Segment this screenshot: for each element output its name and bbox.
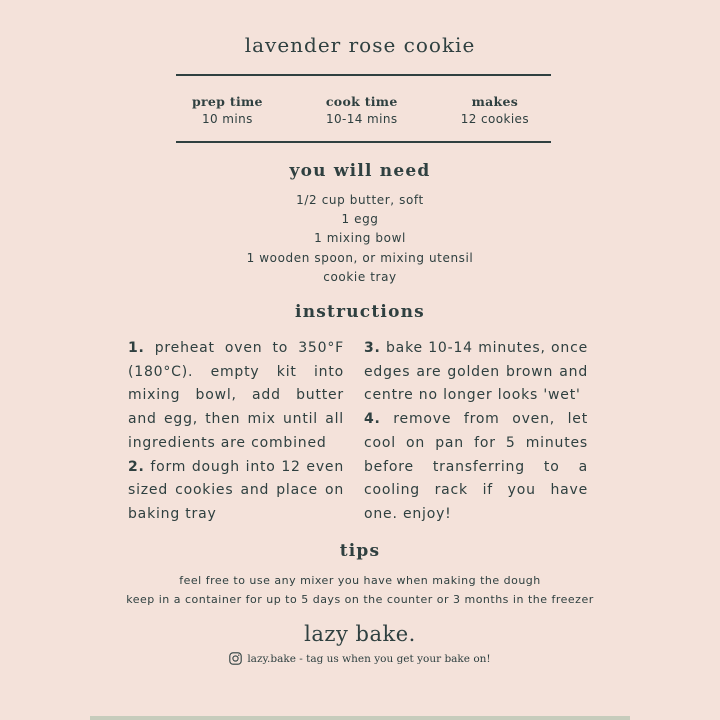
step-2 bbox=[128, 456, 344, 527]
step-text: remove from oven, let cool on pan for 5 minutes before transferring to a cooling rack if you have one. enjoy! bbox=[364, 411, 588, 522]
stat-cook-time bbox=[326, 94, 398, 126]
stat-label: prep time bbox=[192, 94, 263, 109]
step-number: 4. bbox=[364, 411, 381, 428]
instructions-heading: instructions bbox=[295, 302, 425, 322]
list-item: 1 mixing bowl bbox=[314, 231, 406, 246]
instructions-right-column bbox=[364, 337, 588, 527]
stat-label: makes bbox=[471, 94, 519, 109]
step-text: preheat oven to 350°F (180°C). empty kit into mixing bowl, add butter and egg, then mix until all ingredients are combined bbox=[128, 340, 344, 451]
stat-value: 12 cookies bbox=[460, 112, 529, 126]
tip-item: keep in a container for up to 5 days on the counter or 3 months in the freezer bbox=[126, 592, 594, 606]
recipe-stats bbox=[176, 94, 551, 126]
step-4 bbox=[364, 408, 588, 527]
tip-item: feel free to use any mixer you have when making the dough bbox=[179, 574, 541, 587]
instagram-icon bbox=[229, 652, 242, 665]
ingredient-list bbox=[0, 191, 720, 287]
list-item: cookie tray bbox=[323, 269, 397, 284]
stat-makes bbox=[461, 94, 529, 126]
stat-label: cook time bbox=[325, 94, 398, 109]
list-item: 1 wooden spoon, or mixing utensil bbox=[246, 250, 474, 265]
step-text: form dough into 12 even sized cookies and place on baking tray bbox=[128, 458, 344, 522]
stat-prep-time bbox=[192, 94, 263, 126]
tips-list bbox=[0, 572, 720, 609]
brand-logo-text: lazy bake. bbox=[304, 622, 416, 646]
social-handle bbox=[0, 652, 720, 665]
you-will-need-heading: you will need bbox=[289, 161, 431, 181]
social-text: lazy.bake - tag us when you get your bake on! bbox=[247, 652, 491, 665]
step-text: bake 10-14 minutes, once edges are golden brown and centre no longer looks 'wet' bbox=[364, 340, 588, 404]
step-number: 1. bbox=[128, 340, 145, 356]
bottom-divider bbox=[176, 141, 551, 143]
list-item: 1/2 cup butter, soft bbox=[296, 193, 424, 207]
step-number: 2. bbox=[128, 458, 145, 475]
step-number: 3. bbox=[364, 340, 381, 356]
recipe-title: lavender rose cookie bbox=[244, 33, 476, 57]
top-divider bbox=[176, 74, 551, 76]
footer-bar bbox=[90, 716, 630, 720]
stat-value: 10 mins bbox=[202, 112, 253, 126]
step-3 bbox=[364, 337, 588, 408]
stat-value: 10-14 mins bbox=[325, 112, 398, 126]
tips-heading: tips bbox=[339, 541, 381, 561]
step-1 bbox=[128, 337, 344, 456]
list-item: 1 egg bbox=[341, 212, 379, 227]
instructions-left-column bbox=[128, 337, 344, 527]
